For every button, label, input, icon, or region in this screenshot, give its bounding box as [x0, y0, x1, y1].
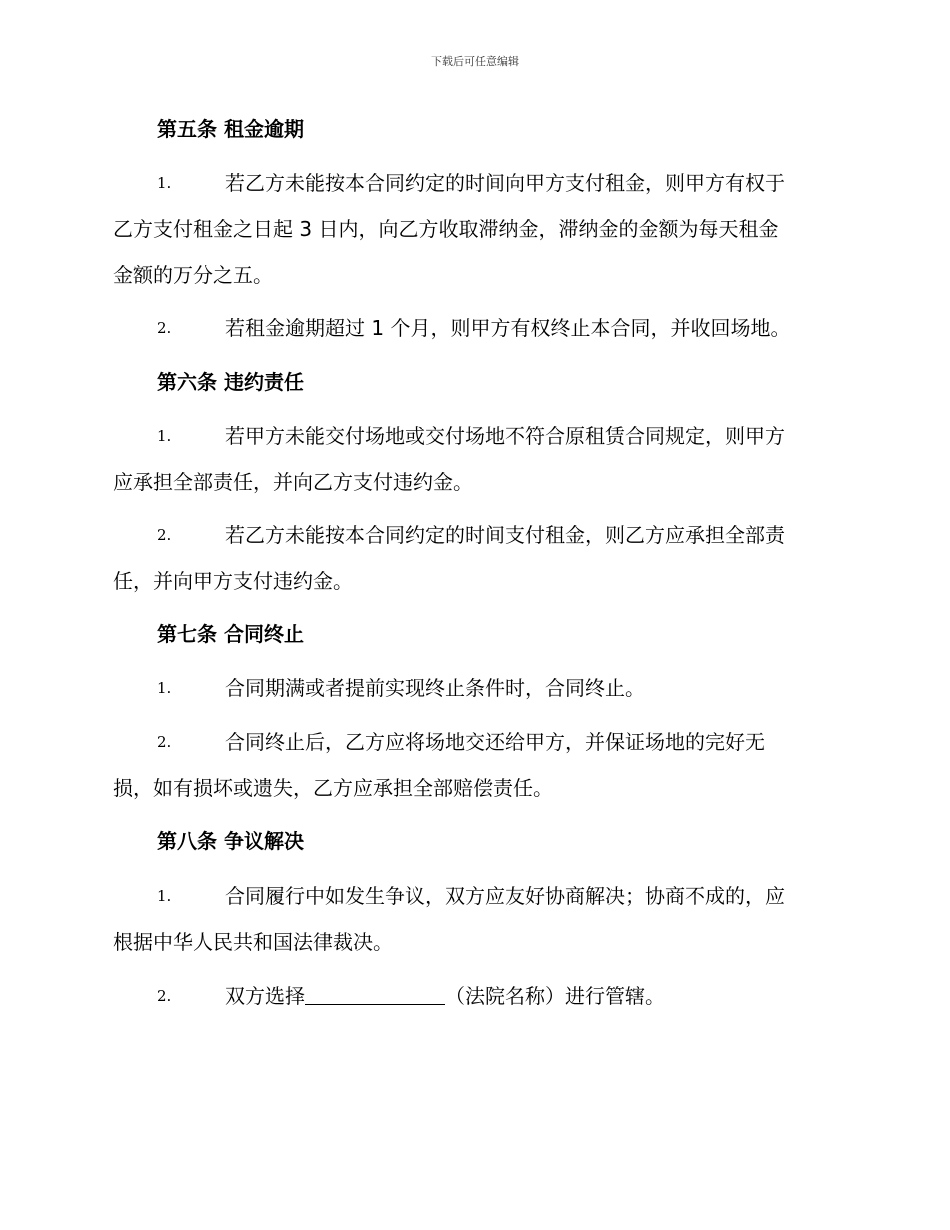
clause-text-line: 合同终止后，乙方应将场地交还给甲方，并保证场地的完好无	[225, 730, 765, 754]
section-heading-6: 第六条 违约责任	[157, 370, 304, 394]
clause-text-after-blank: （法院名称）进行管辖。	[445, 984, 665, 1008]
clause-text-line: 合同履行中如发生争议，双方应友好协商解决；协商不成的，应	[225, 884, 785, 908]
clause-6-1	[113, 413, 835, 505]
clause-number: 1.	[157, 427, 172, 445]
clause-6-2	[113, 512, 835, 604]
clause-text-before-blank: 双方选择	[225, 984, 305, 1008]
clause-number: 2.	[157, 987, 172, 1005]
clause-number: 1.	[157, 679, 172, 697]
section-heading-8: 第八条 争议解决	[157, 829, 304, 853]
clause-text-line: 若租金逾期超过 1 个月，则甲方有权终止本合同，并收回场地。	[225, 316, 791, 340]
clause-7-1	[113, 665, 835, 711]
clause-text-line: 金额的万分之五。	[113, 263, 273, 287]
clause-7-2	[113, 719, 835, 811]
clause-text-line: 应承担全部责任，并向乙方支付违约金。	[113, 470, 473, 494]
clause-5-2	[113, 305, 835, 351]
court-name-blank	[305, 982, 445, 1005]
clause-number: 1.	[157, 887, 172, 905]
clause-text-line	[113, 973, 835, 1019]
clause-number: 2.	[157, 733, 172, 751]
clause-text-line: 若乙方未能按本合同约定的时间支付租金，则乙方应承担全部责	[225, 523, 785, 547]
page-header: 下载后可任意编辑	[431, 55, 519, 68]
clause-text-line: 若乙方未能按本合同约定的时间向甲方支付租金，则甲方有权于	[225, 171, 785, 195]
clause-8-2	[113, 973, 835, 1019]
section-heading-7: 第七条 合同终止	[157, 622, 304, 646]
clause-text-line: 损，如有损坏或遗失，乙方应承担全部赔偿责任。	[113, 776, 553, 800]
clause-5-1	[113, 160, 835, 298]
clause-number: 2.	[157, 319, 172, 337]
clause-number: 1.	[157, 174, 172, 192]
clause-text-line: 若甲方未能交付场地或交付场地不符合原租赁合同规定，则甲方	[225, 424, 785, 448]
clause-8-1	[113, 873, 835, 965]
clause-text-line: 合同期满或者提前实现终止条件时，合同终止。	[225, 676, 645, 700]
section-heading-5: 第五条 租金逾期	[157, 117, 304, 141]
clause-text-line: 任，并向甲方支付违约金。	[113, 569, 353, 593]
clause-number: 2.	[157, 526, 172, 544]
clause-text-line: 根据中华人民共和国法律裁决。	[113, 930, 393, 954]
clause-text-line: 乙方支付租金之日起 3 日内，向乙方收取滞纳金，滞纳金的金额为每天租金	[113, 217, 779, 241]
